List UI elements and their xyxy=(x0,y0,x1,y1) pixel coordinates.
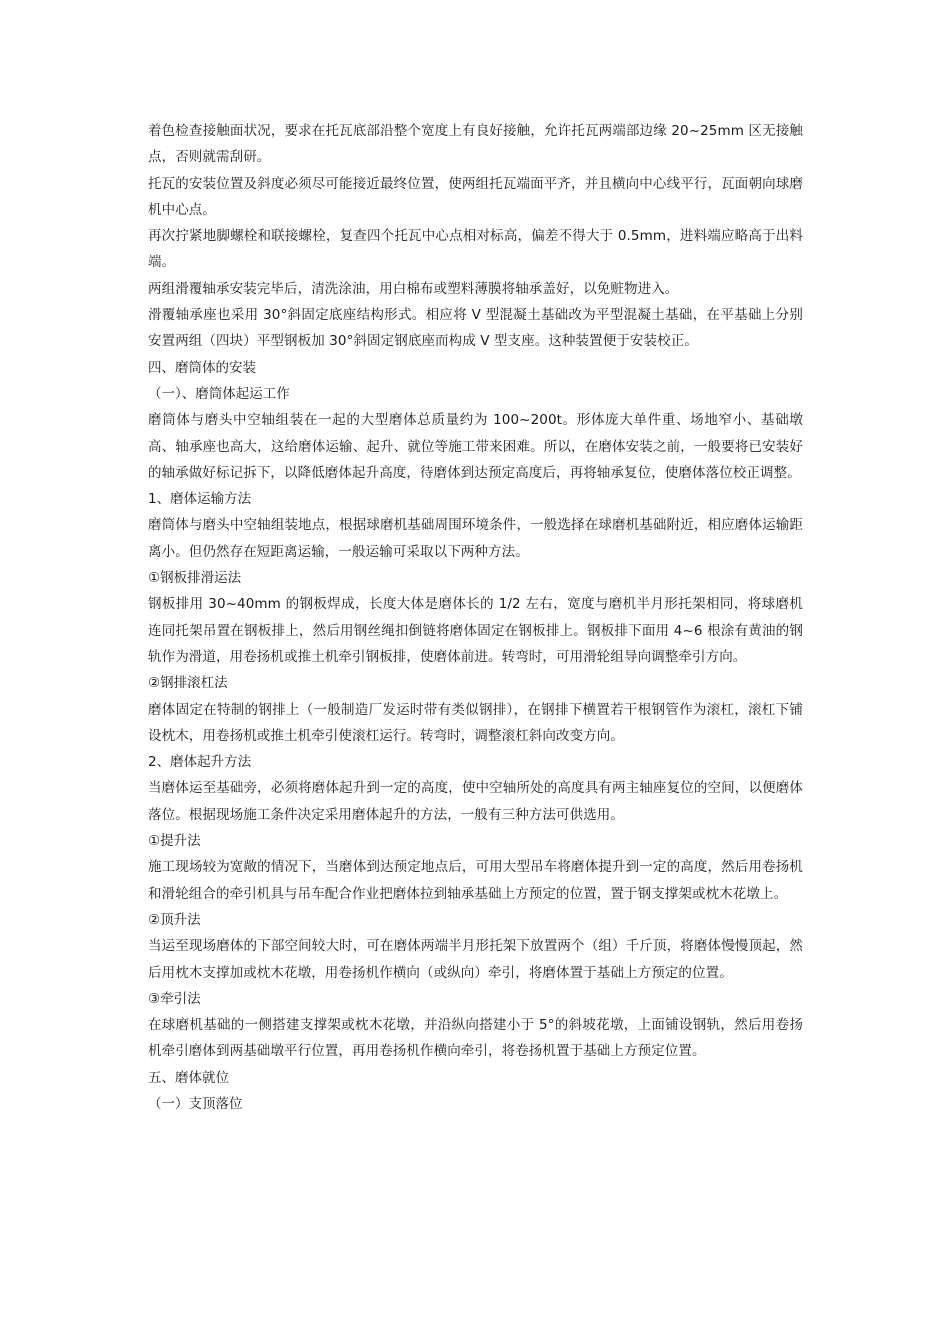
paragraph-bearing-base: 滑覆轴承座也采用 30°斜固定底座结构形式。相应将 V 型混凝土基础改为平型混凝土基础，在平基础上分别安置两组（四块）平型钢板加 30°斜固定钢底座而构成 V 型支座。这种装置便于安装校正。 xyxy=(148,307,803,350)
method-heading-hoist: ①提升法 xyxy=(148,833,201,850)
item-heading-lifting: 2、磨体起升方法 xyxy=(148,754,252,771)
method-heading-jacking: ②顶升法 xyxy=(148,911,201,928)
paragraph-bolt-tightening: 再次拧紧地脚螺栓和联接螺栓，复查四个托瓦中心点相对标高，偏差不得大于 0.5mm，进料端应略高于出料端。 xyxy=(148,228,803,271)
method-heading-steel-plate-skid: ①钢板排滑运法 xyxy=(148,570,242,587)
subsection-heading-5-1: （一）支顶落位 xyxy=(148,1095,243,1112)
item-heading-transport: 1、磨体运输方法 xyxy=(148,491,252,508)
method-heading-roller: ②钢排滚杠法 xyxy=(148,675,228,692)
paragraph-hoist: 施工现场较为宽敞的情况下，当磨体到达预定地点后，可用大型吊车将磨体提升到一定的高度，然后用卷扬机和滑轮组合的牵引机具与吊车配合作业把磨体拉到轴承基础上方预定的位置，置于钢支撑架或枕木花墩上。 xyxy=(148,859,803,902)
paragraph-steel-plate-skid: 钢板排用 30~40mm 的钢板焊成，长度大体是磨体长的 1/2 左右，宽度与磨机半月形托架相同，将球磨机连同托架吊置在钢板排上，然后用钢丝绳扣倒链将磨体固定在钢板排上。钢板排下面用 4~6 根涂有黄油的钢轨作为滑道，用卷扬机或推土机牵引钢板排，使磨体前进。转弯时，可用滑轮组导向调整牵引方向。 xyxy=(148,596,803,665)
paragraph-traction: 在球磨机基础的一侧搭建支撑架或枕木花墩，并沿纵向搭建小于 5°的斜坡花墩，上面铺设钢轨，然后用卷扬机牵引磨体到两基础墩平行位置，再用卷扬机作横向牵引，将卷扬机置于基础上方预定位置。 xyxy=(148,1017,803,1060)
subsection-heading-4-1: （一）、磨筒体起运工作 xyxy=(148,385,290,402)
paragraph-mill-body-intro: 磨筒体与磨头中空轴组装在一起的大型磨体总质量约为 100~200t。形体庞大单件重、场地窄小、基础墩高、轴承座也高大，这给磨体运输、起升、就位等施工带来困难。所以，在磨体安装之前，一般要将已安装好的轴承做好标记拆下，以降低磨体起升高度，待磨体到达预定高度后，再将轴承复位，使磨体落位校正调整。 xyxy=(148,412,803,481)
paragraph-roller: 磨体固定在特制的钢排上（一般制造厂发运时带有类似钢排），在钢排下横置若干根钢管作为滚杠，滚杠下铺设枕木，用卷扬机或推土机牵引使滚杠运行。转弯时，调整滚杠斜向改变方向。 xyxy=(148,701,803,744)
section-heading-4: 四、磨筒体的安装 xyxy=(148,359,256,376)
paragraph-bearing-cover: 两组滑覆轴承安装完毕后，清洗涂油，用白棉布或塑料薄膜将轴承盖好，以免赃物进入。 xyxy=(148,280,679,297)
paragraph-lifting-intro: 当磨体运至基础旁，必须将磨体起升到一定的高度，使中空轴所处的高度具有两主轴座复位的空间，以便磨体落位。根据现场施工条件决定采用磨体起升的方法，一般有三种方法可供选用。 xyxy=(148,780,803,823)
section-heading-5: 五、磨体就位 xyxy=(148,1069,229,1086)
paragraph-transport-intro: 磨筒体与磨头中空轴组装地点，根据球磨机基础周围环境条件，一般选择在球磨机基础附近，相应磨体运输距离小。但仍然存在短距离运输，一般运输可采取以下两种方法。 xyxy=(148,517,803,560)
paragraph-jacking: 当运至现场磨体的下部空间较大时，可在磨体两端半月形托架下放置两个（组）千斤顶，将磨体慢慢顶起，然后用枕木支撑加或枕木花墩，用卷扬机作横向（或纵向）牵引，将磨体置于基础上方预定的位置。 xyxy=(148,938,803,981)
paragraph-bearing-contact-check: 着色检查接触面状况，要求在托瓦底部沿整个宽度上有良好接触，允许托瓦两端部边缘 20~25mm 区无接触点，否则就需刮研。 xyxy=(148,123,803,166)
document-page xyxy=(148,118,803,1117)
method-heading-traction: ③牵引法 xyxy=(148,990,201,1007)
paragraph-pad-position: 托瓦的安装位置及斜度必须尽可能接近最终位置，使两组托瓦端面平齐，并且横向中心线平行，瓦面朝向球磨机中心点。 xyxy=(148,175,803,218)
